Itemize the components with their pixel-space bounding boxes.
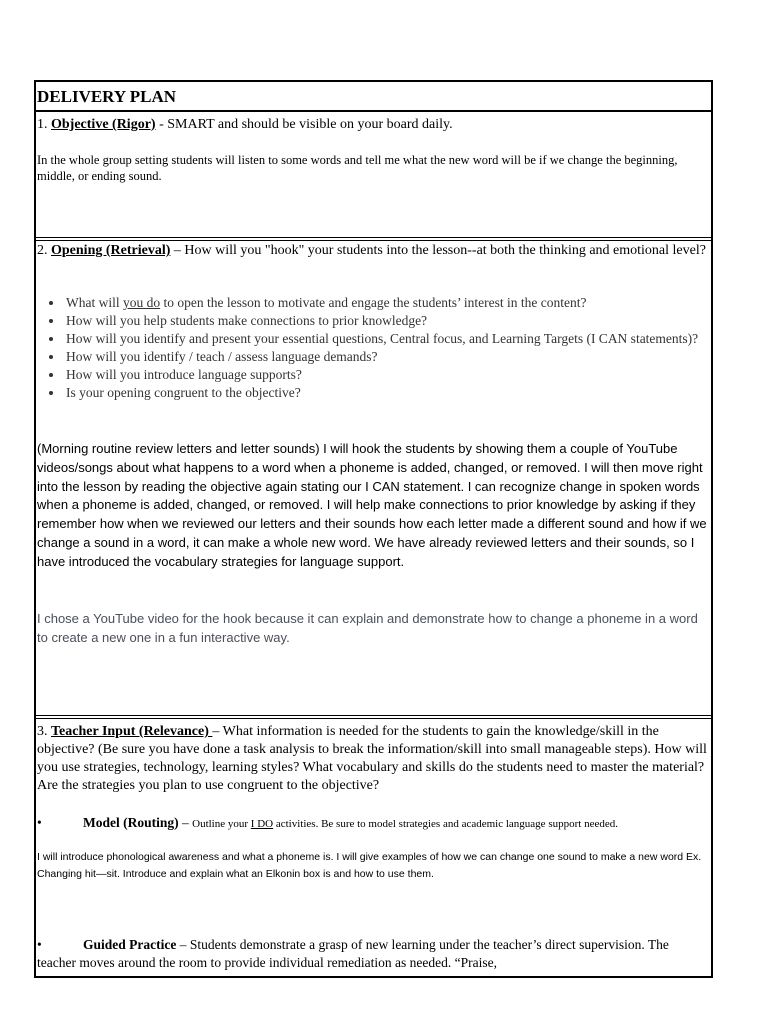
model-routing-line [37, 814, 708, 833]
question-text: What will [66, 295, 123, 310]
section-objective [36, 112, 711, 238]
section-number: 1. [37, 117, 48, 132]
teacher-input-heading-label: Teacher Input (Relevance) [51, 724, 213, 739]
model-routing-label: Model (Routing) [83, 815, 179, 830]
section-number: 2. [37, 243, 48, 258]
objective-heading [37, 116, 708, 134]
section-teacher-input [36, 719, 711, 978]
question-emphasis: you do [123, 295, 161, 310]
model-routing-text: activities. Be sure to model strategies and academic language support needed. [273, 818, 618, 830]
opening-question-list [48, 294, 703, 402]
page-title: DELIVERY PLAN [36, 82, 711, 112]
opening-heading-label: Opening (Retrieval) [51, 243, 171, 258]
question-text: to open the lesson to motivate and engage the students’ interest in the content? [160, 295, 587, 310]
guided-practice-text: – Students demonstrate a grasp of new learning under the teacher’s direct supervision. The teacher moves around the room to provide individual remediation as needed. “Praise, [37, 937, 669, 970]
section-number: 3. [37, 724, 48, 739]
bullet-glyph: • [37, 937, 42, 952]
opening-question: • How will you introduce language supports? [64, 366, 703, 384]
opening-rationale: I chose a YouTube video for the hook because it can explain and demonstrate how to change a phoneme in a word to create a new one in a fun interactive way. [37, 611, 698, 645]
objective-heading-tail: - SMART and should be visible on your board daily. [155, 117, 453, 132]
opening-heading-tail: – How will you "hook" your students into the lesson--at both the thinking and emotional level? [170, 243, 706, 258]
teacher-input-heading [37, 723, 708, 795]
delivery-plan-table [34, 80, 713, 978]
bullet-glyph: • [37, 815, 42, 830]
dash: – [178, 815, 193, 830]
section-opening [36, 241, 711, 715]
guided-practice-label: Guided Practice [83, 937, 177, 952]
opening-response: (Morning routine review letters and letter sounds) I will hook the students by showing them a couple of YouTube videos/songs about what happens to a word when a phoneme is added, changed, or removed. I will then move right into the lesson by reading the objective again stating our I CAN statement. I can recognize change in spoken words when a phoneme is added, changed, or removed. I will help make connections to prior knowledge by asking if they remember how when we reviewed our letters and their sounds how each letter made a different sound and how if we change a sound in a word, it can make a whole new word. We have already reviewed letters and their sounds, so I have introduced the vocabulary strategies for language support. [37, 441, 707, 569]
model-routing-text: Outline your [192, 818, 251, 830]
opening-question: • How will you help students make connections to prior knowledge? [64, 312, 703, 330]
opening-question: • How will you identify and present your essential questions, Central focus, and Learning Targets (I CAN statements)? [64, 330, 703, 348]
opening-question: • Is your opening congruent to the objective? [64, 384, 703, 402]
opening-heading [37, 242, 708, 260]
model-routing-response: I will introduce phonological awareness and what a phoneme is. I will give examples of how we can change one sound to make a new word Ex. Changing hit—sit. Introduce and explain what an Elkonin box is and how to use them. [37, 851, 702, 880]
model-routing-emphasis: I DO [250, 818, 274, 830]
teacher-input-heading-tail: – What information is needed for the students to gain the knowledge/skill in the objective? (Be sure you have done a task analysis to break the information/skill into small manageable steps). How will you use strategies, technology, learning styles? What vocabulary and skills do the students need to master the material? Are the strategies you plan to use congruent to the objective? [37, 724, 707, 793]
guided-practice-line [37, 936, 708, 972]
objective-response: In the whole group setting students will listen to some words and tell me what the new word will be if we change the beginning, middle, or ending sound. [37, 153, 678, 183]
objective-heading-label: Objective (Rigor) [51, 117, 156, 132]
opening-question [64, 294, 703, 312]
opening-question: • How will you identify / teach / assess language demands? [64, 348, 703, 366]
